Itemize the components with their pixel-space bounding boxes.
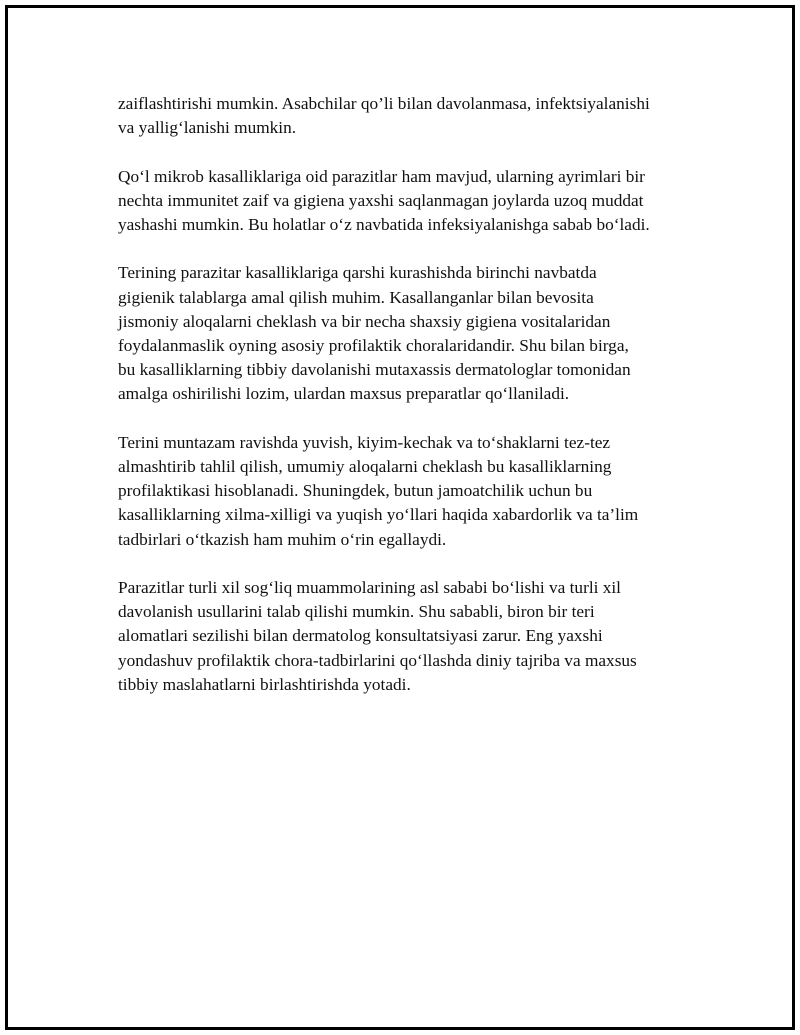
document-body [118, 92, 698, 721]
paragraph-5: Parazitlar turli xil sog‘liq muammolarining asl sababi bo‘lishi va turli xil davolanish usullarini talab qilishi mumkin. Shu sababli, biron bir teri alomatlari sezilishi bilan dermatolog konsultatsiyasi zarur. Eng yaxshi yondashuv profilaktik chora-tadbirlarini qo‘llashda diniy tajriba va maxsus tibbiy maslahatlarni birlashtirishda yotadi. [118, 578, 637, 694]
paragraph-3: Terining parazitar kasalliklariga qarshi kurashishda birinchi navbatda gigienik talablarga amal qilish muhim. Kasallanganlar bilan bevosita jismoniy aloqalarni cheklash va bir necha shaxsiy gigiena vositalaridan foydalanmaslik oyning asosiy profilaktik choralaridandir. Shu bilan birga, bu kasalliklarning tibbiy davolanishi mutaxassis dermatologlar tomonidan amalga oshirilishi lozim, ulardan maxsus preparatlar qo‘llaniladi. [118, 263, 631, 404]
paragraph-4: Terini muntazam ravishda yuvish, kiyim-kechak va to‘shaklarni tez-tez almashtirib tahlil qilish, umumiy aloqalarni cheklash bu kasalliklarning profilaktikasi hisoblanadi. Shuningdek, butun jamoatchilik uchun bu kasalliklarning xilma-xilligi va yuqish yo‘llari haqida xabardorlik va ta’lim tadbirlari o‘tkazish ham muhim o‘rin egallaydi. [118, 432, 639, 549]
paragraph-2: Qo‘l mikrob kasalliklariga oid parazitlar ham mavjud, ularning ayrimlari bir nechta immunitet zaif va gigiena yaxshi saqlanmagan joylarda uzoq muddat yashashi mumkin. Bu holatlar o‘z navbatida infeksiyalanishga sabab bo‘ladi. [118, 166, 650, 234]
paragraph-1: zaiflashtirishi mumkin. Asabchilar qo’li bilan davolanmasa, infektsiyalanishi va yallig‘lanishi mumkin. [118, 94, 650, 138]
